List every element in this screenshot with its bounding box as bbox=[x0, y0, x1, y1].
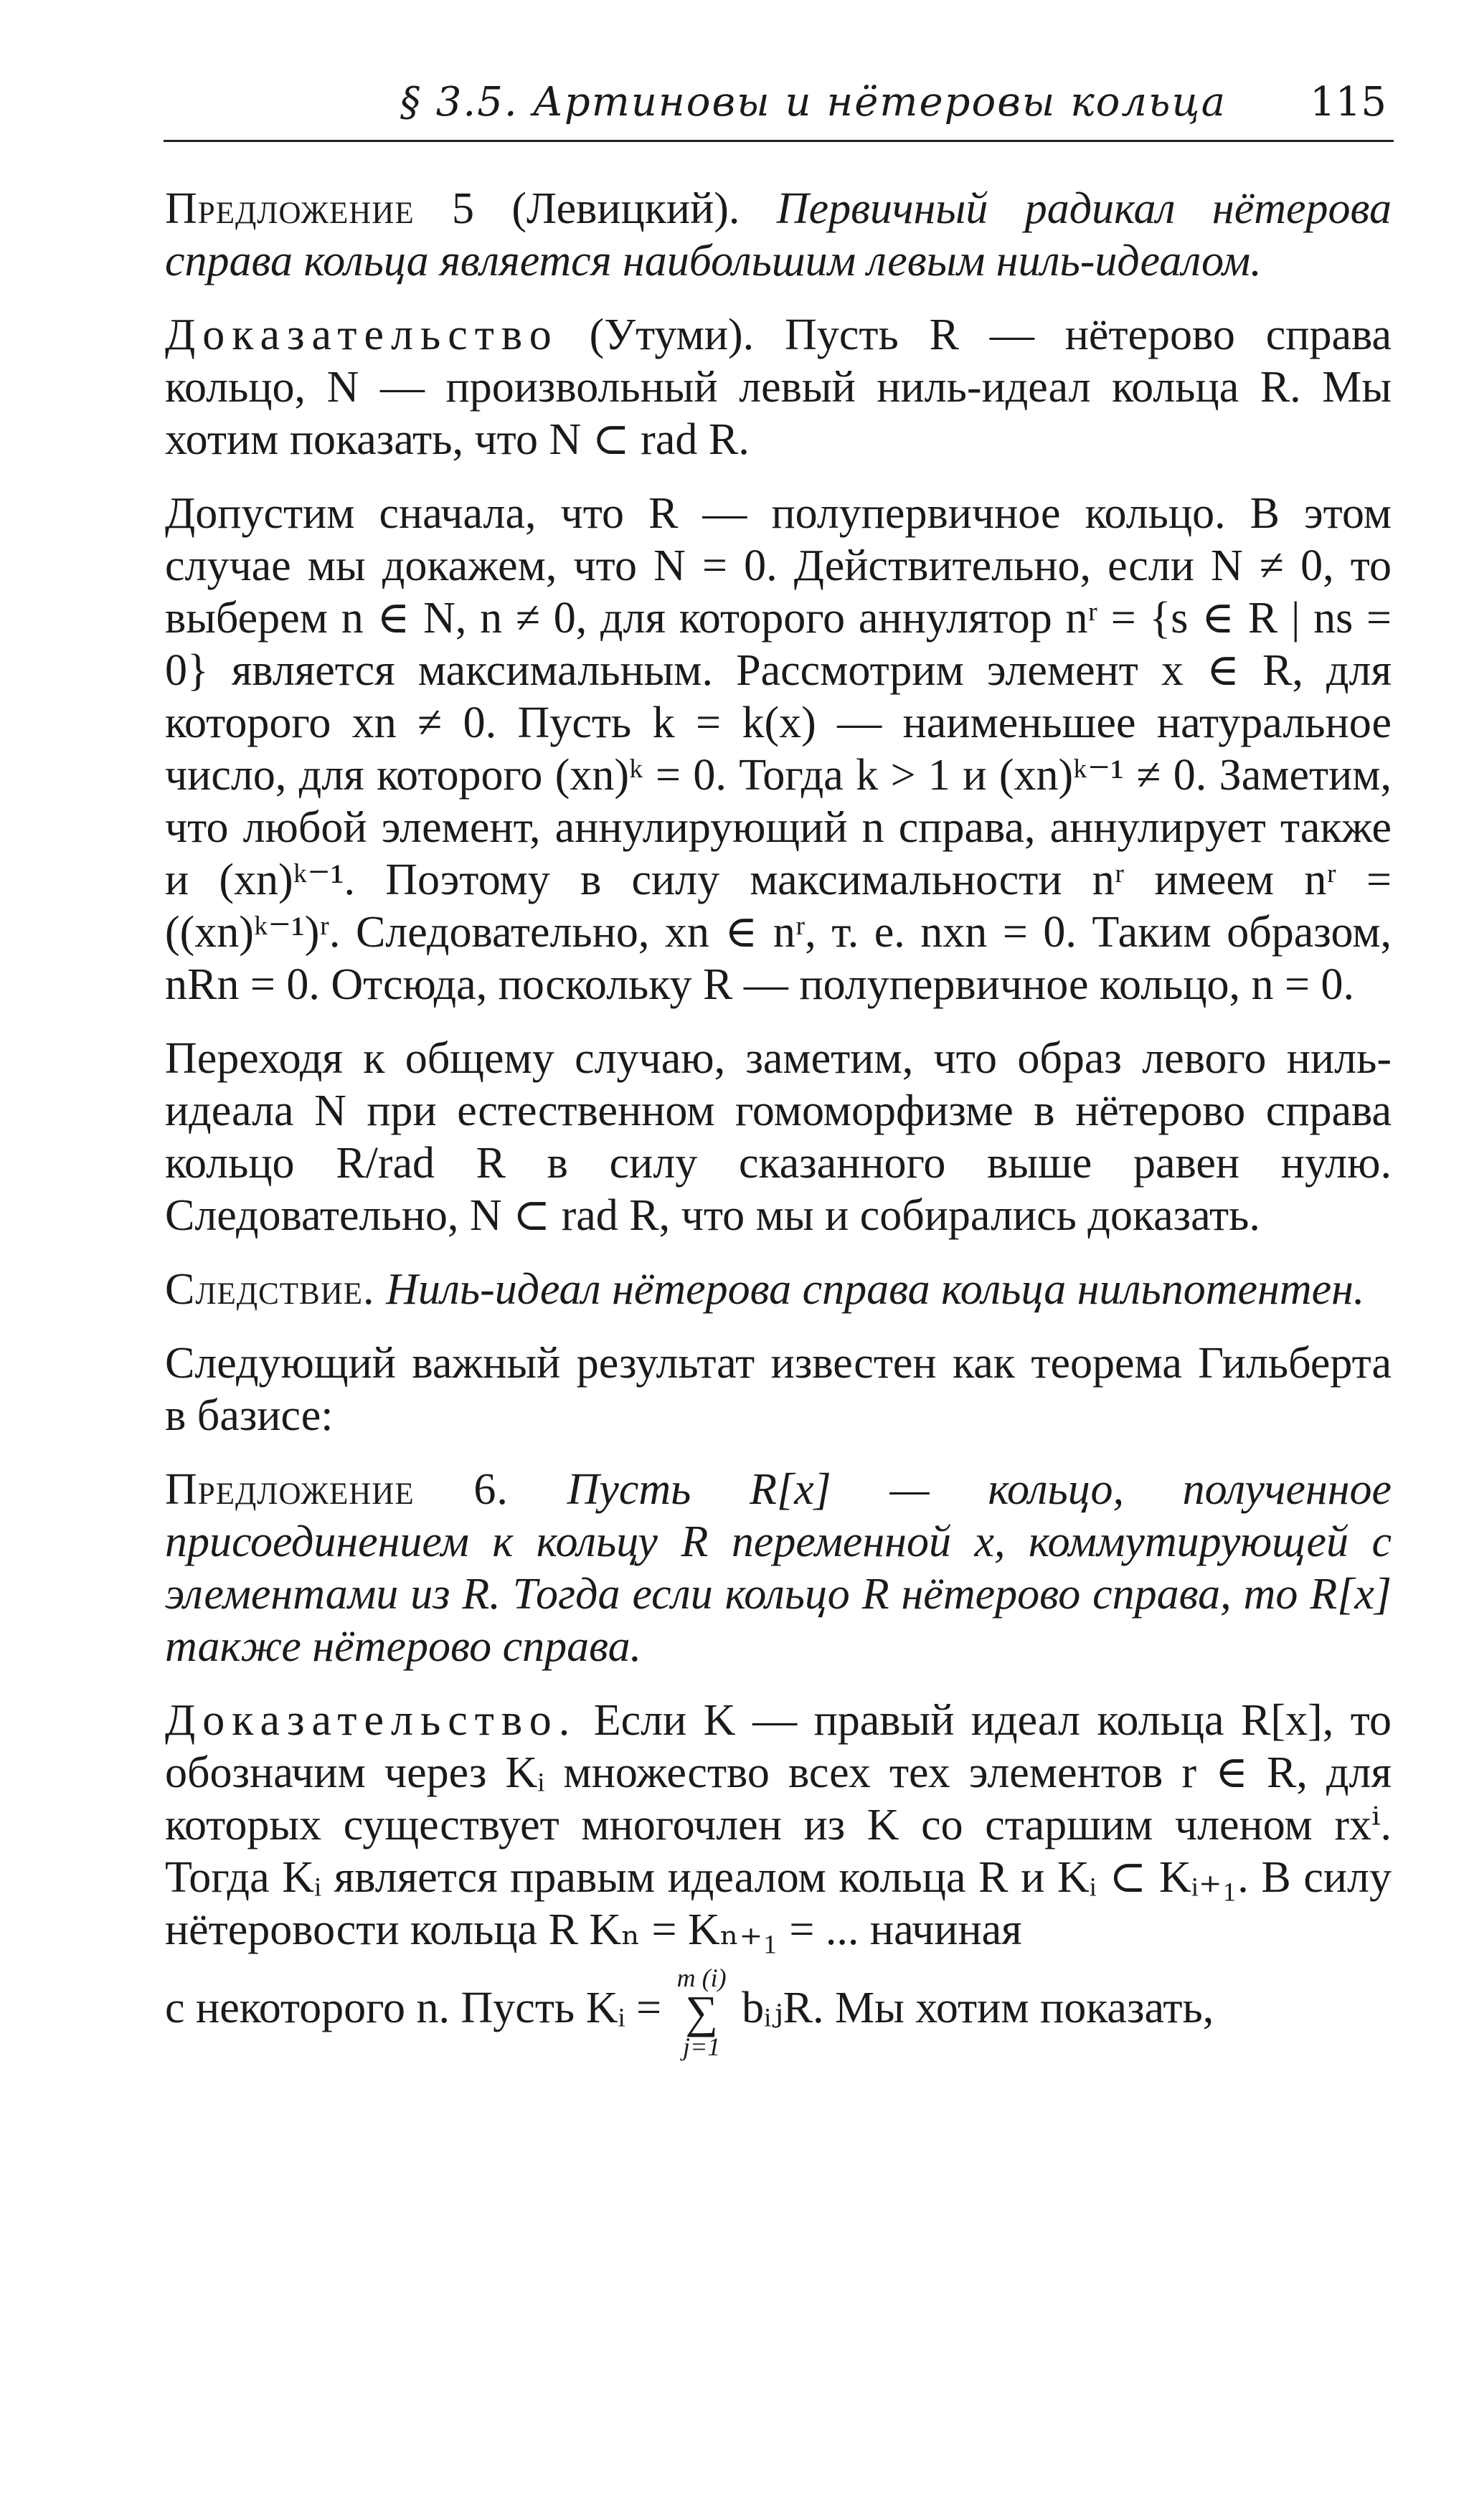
proof-1-text: (Утуми). Пусть R — нётерово справа кольцо, N — произвольный левый ниль-идеал кольца R. Мы хотим показать, что N ⊂ rad R. bbox=[165, 311, 1392, 464]
page-body bbox=[165, 183, 1392, 2061]
proposition-5-label: Предложение 5 bbox=[165, 184, 475, 233]
page-header bbox=[164, 72, 1394, 142]
proposition-5-statement: Первичный радикал нётерова справа кольца является наибольшим левым ниль-идеалом. bbox=[165, 184, 1392, 285]
proposition-5 bbox=[165, 183, 1392, 288]
summation-upper-limit: m (i) bbox=[676, 1964, 727, 1992]
corollary bbox=[165, 1264, 1392, 1316]
proof-1 bbox=[165, 309, 1392, 466]
running-title: § 3.5. Артиновы и нётеровы кольца bbox=[400, 79, 1227, 125]
summation bbox=[677, 1964, 727, 2061]
paragraph-hilbert-intro: Следующий важный результат известен как теорема Гильберта в базисе: bbox=[165, 1339, 1392, 1440]
paragraph-general-case: Переходя к общему случаю, заметим, что образ левого ниль-идеала N при естественном гомоморфизме в нётерово справа кольцо R/rad R в силу сказанного выше равен нулю. Следовательно, N ⊂ rad R, что мы и собирались доказать. bbox=[165, 1034, 1392, 1240]
proof-2-last-line-before: с некоторого n. Пусть Kᵢ = bbox=[165, 1984, 662, 2033]
proof-2-label: Доказательство. bbox=[165, 1696, 577, 1745]
proof-2-last-line-after: bᵢⱼR. Мы хотим показать, bbox=[742, 1984, 1214, 2033]
proposition-6-statement: Пусть R[x] — кольцо, полученное присоединением к кольцу R переменной x, коммутирующей с элементами из R. Тогда если кольцо R нётерово справа, то R[x] также нётерово справа. bbox=[165, 1465, 1392, 1671]
page-number: 115 bbox=[1310, 79, 1387, 125]
proof-2-text: Если K — правый идеал кольца R[x], то обозначим через Kᵢ множество всех тех элементов r ∈ R, для которых существует многочлен из K со старшим членом rxⁱ. Тогда Kᵢ является правым идеалом кольца R и Kᵢ ⊂ Kᵢ₊₁. В силу нётеровости кольца R Kₙ = Kₙ₊₁ = ... начиная bbox=[165, 1696, 1392, 1954]
paragraph-semiprime-case: Допустим сначала, что R — полупервичное кольцо. В этом случае мы докажем, что N = 0. Действительно, если N ≠ 0, то выберем n ∈ N, n ≠ 0, для которого аннулятор nʳ = {s ∈ R | ns = 0} является максимальным. Рассмотрим элемент x ∈ R, для которого xn ≠ 0. Пусть k = k(x) — наименьшее натуральное число, для которого (xn)ᵏ = 0. Тогда k > 1 и (xn)ᵏ⁻¹ ≠ 0. Заметим, что любой элемент, аннулирующий n справа, аннулирует также и (xn)ᵏ⁻¹. Поэтому в силу максимальности nʳ имеем nʳ = ((xn)ᵏ⁻¹)ʳ. Следовательно, xn ∈ nʳ, т. е. nxn = 0. Таким образом, nRn = 0. Отсюда, поскольку R — полупервичное кольцо, n = 0. bbox=[165, 489, 1392, 1009]
summation-sigma-icon: ∑ bbox=[685, 1986, 718, 2037]
proposition-6-label: Предложение 6. bbox=[165, 1465, 509, 1514]
corollary-statement: Ниль-идеал нётерова справа кольца нильпотентен. bbox=[374, 1265, 1365, 1314]
proposition-5-author: (Левицкий). bbox=[474, 184, 777, 233]
proof-2-last-line bbox=[165, 1964, 1392, 2061]
proof-1-label: Доказательство bbox=[165, 311, 559, 359]
proof-2 bbox=[165, 1695, 1392, 1956]
corollary-label: Следствие. bbox=[165, 1265, 375, 1314]
proposition-6 bbox=[165, 1464, 1392, 1673]
summation-lower-limit: j=1 bbox=[682, 2032, 721, 2061]
